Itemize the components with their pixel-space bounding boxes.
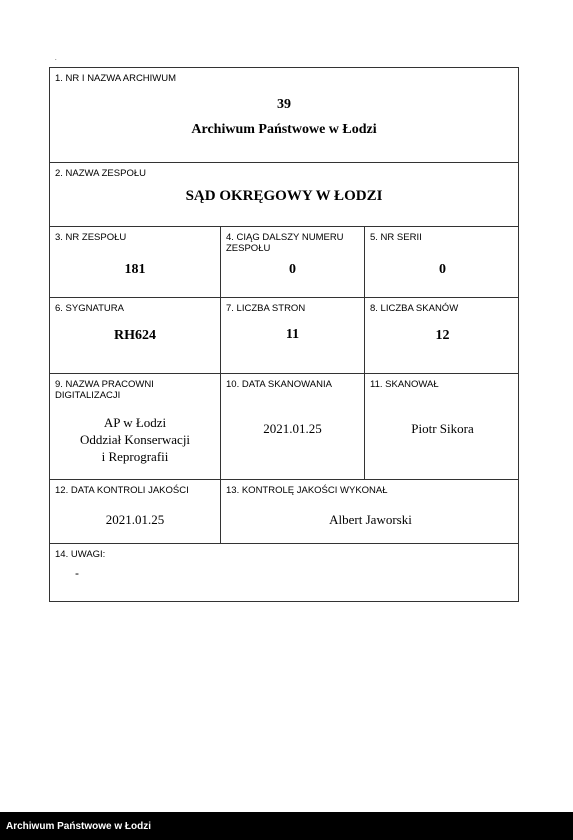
scanned-by-label: 11. SKANOWAŁ bbox=[370, 379, 439, 390]
page-count-label: 7. LICZBA STRON bbox=[226, 303, 306, 314]
scanned-by-value: Piotr Sikora bbox=[411, 421, 474, 436]
signature-label: 6. SYGNATURA bbox=[55, 303, 124, 314]
page-count-value: 11 bbox=[285, 327, 300, 342]
fonds-name-cell bbox=[50, 163, 518, 226]
series-number-label: 5. NR SERII bbox=[370, 232, 422, 243]
fonds-continuation-cell bbox=[220, 227, 364, 297]
scan-date-label: 10. DATA SKANOWANIA bbox=[226, 379, 332, 390]
fonds-name-row bbox=[50, 163, 518, 227]
top-mark: . bbox=[55, 56, 57, 62]
fonds-continuation-value: 0 bbox=[289, 262, 296, 277]
fonds-continuation-label: 4. CIĄG DALSZY NUMERU ZESPOŁU bbox=[226, 232, 344, 254]
qc-by-label: 13. KONTROLĘ JAKOŚCI WYKONAŁ bbox=[226, 485, 388, 496]
series-number-cell bbox=[364, 227, 520, 297]
qc-row bbox=[50, 480, 518, 544]
scan-count-cell bbox=[364, 298, 520, 373]
qc-date-value: 2021.01.25 bbox=[105, 512, 165, 527]
series-number-value: 0 bbox=[439, 262, 446, 277]
scan-date-cell bbox=[220, 374, 364, 479]
remarks-label: 14. UWAGI: bbox=[55, 549, 106, 560]
remarks-cell bbox=[50, 544, 518, 602]
digitization-row bbox=[50, 374, 518, 480]
archive-row bbox=[50, 68, 518, 163]
qc-by-value: Albert Jaworski bbox=[329, 512, 412, 527]
archive-name: Archiwum Państwowe w Łodzi bbox=[191, 122, 377, 137]
remarks-row bbox=[50, 544, 518, 602]
archive-label: 1. NR I NAZWA ARCHIWUM bbox=[55, 73, 177, 84]
metadata-form bbox=[49, 67, 519, 602]
signature-cell bbox=[50, 298, 220, 373]
numbers-row bbox=[50, 227, 518, 298]
qc-date-cell bbox=[50, 480, 220, 543]
digitization-lab-line: AP w Łodzi bbox=[103, 415, 167, 430]
fonds-number-value: 181 bbox=[124, 262, 146, 277]
qc-by-cell bbox=[220, 480, 520, 543]
scan-date-value: 2021.01.25 bbox=[263, 421, 322, 436]
archive-cell bbox=[50, 68, 518, 162]
fonds-name-value: SĄD OKRĘGOWY W ŁODZI bbox=[185, 188, 383, 204]
remarks-value: - bbox=[75, 566, 79, 580]
footer-bar bbox=[0, 812, 573, 840]
digitization-lab-value bbox=[50, 414, 220, 465]
signature-row bbox=[50, 298, 518, 374]
digitization-lab-line: Oddział Konserwacji bbox=[79, 432, 191, 447]
digitization-lab-label: 9. NAZWA PRACOWNI DIGITALIZACJI bbox=[55, 379, 154, 401]
fonds-number-label: 3. NR ZESPOŁU bbox=[55, 232, 127, 243]
signature-value: RH624 bbox=[114, 328, 156, 343]
fonds-number-cell bbox=[50, 227, 220, 297]
archive-number: 39 bbox=[277, 97, 291, 112]
digitization-lab-cell bbox=[50, 374, 220, 479]
footer-text: Archiwum Państwowe w Łodzi bbox=[6, 821, 152, 832]
digitization-lab-line: i Reprografii bbox=[101, 449, 169, 464]
scanned-by-cell bbox=[364, 374, 520, 479]
scan-count-value: 12 bbox=[435, 328, 450, 343]
page-count-cell bbox=[220, 298, 364, 373]
fonds-name-label: 2. NAZWA ZESPOŁU bbox=[55, 168, 146, 179]
qc-date-label: 12. DATA KONTROLI JAKOŚCI bbox=[55, 485, 189, 496]
scan-count-label: 8. LICZBA SKANÓW bbox=[370, 303, 459, 314]
